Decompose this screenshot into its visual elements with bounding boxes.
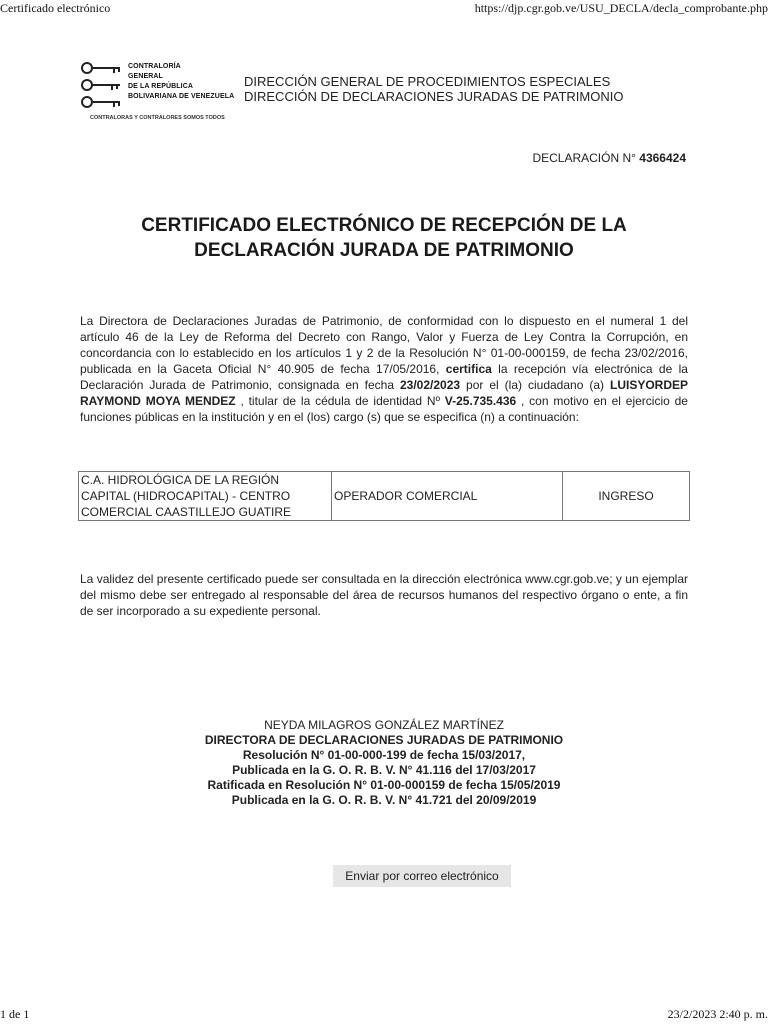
signatory-name: NEYDA MILAGROS GONZÁLEZ MARTÍNEZ xyxy=(264,718,504,732)
declaration-number xyxy=(532,151,686,165)
body-part-3: por el (la) ciudadano (a) xyxy=(466,378,605,392)
body-id-number: V-25.735.436 xyxy=(444,394,517,408)
directorate-heading xyxy=(244,74,623,104)
institution-cell: C.A. HIDROLÓGICA DE LA REGIÓN CAPITAL (HIDROCAPITAL) - CENTRO COMERCIAL CAASTILLEJO GUATIRE xyxy=(79,472,332,521)
logo-line: CONTRALORÍA xyxy=(128,63,181,70)
body-citizen-name: LUISYORDEP RAYMOND MOYA MENDEZ xyxy=(80,378,689,408)
signatory-resolution-1: Resolución N° 01-00-000-199 de fecha 15/03/2017, xyxy=(242,748,526,762)
position-cell: OPERADOR COMERCIAL xyxy=(332,472,563,521)
print-footer xyxy=(0,1006,768,1024)
signatory-resolution-2: Ratificada en Resolución N° 01-00-000159 de fecha 15/05/2019 xyxy=(207,778,561,792)
title-line-1: CERTIFICADO ELECTRÓNICO DE RECEPCIÓN DE LA xyxy=(141,215,627,236)
signatory-gazette-1: Publicada en la G. O. R. B. V. N° 41.116 del 17/03/2017 xyxy=(232,763,536,777)
print-page-count: 1 de 1 xyxy=(0,1007,30,1021)
body-part-2: la recepción vía electrónica de la Declaración Jurada de Patrimonio, consignada en fecha xyxy=(80,362,688,392)
declaration-label: DECLARACIÓN N° xyxy=(532,151,636,165)
signature-block xyxy=(80,718,688,808)
send-email-button[interactable]: Enviar por correo electrónico xyxy=(333,865,511,887)
directorate-line-2: DIRECCIÓN DE DECLARACIONES JURADAS DE PATRIMONIO xyxy=(244,89,624,104)
signatory-gazette-2: Publicada en la G. O. R. B. V. N° 41.721 del 20/09/2019 xyxy=(231,793,537,807)
movement-cell: INGRESO xyxy=(563,472,690,521)
body-part-5: , con motivo en el ejercicio de funciones públicas en la institución y en el (los) cargo (s) que se especifica (n) a continuación: xyxy=(80,394,688,424)
logo-wordmark xyxy=(128,62,234,102)
logo-line: BOLIVARIANA DE VENEZUELA xyxy=(128,93,235,100)
certificate-body xyxy=(80,313,688,425)
print-url: https://djp.cgr.gob.ve/USU_DECLA/decla_comprobante.php xyxy=(474,1,768,15)
body-part-4: , titular de la cédula de identidad Nº xyxy=(240,394,440,408)
body-part-1: La Directora de Declaraciones Juradas de Patrimonio, de conformidad con lo dispuesto en el numeral 1 del artículo 46 de la Ley de Reforma del Decreto con Rango, Valor y Fuerza de Ley Contra la Corrupción, en concordancia con lo establecido en los artículos 1 y 2 de la Resolución N° 01-00-000159, de fecha 23/02/2016, publicada en la Gaceta Oficial N° 40.905 de fecha 17/05/2016, xyxy=(80,314,688,376)
table-row xyxy=(79,472,690,521)
print-datetime: 23/2/2023 2:40 p. m. xyxy=(667,1007,768,1021)
print-page-title: Certificado electrónico xyxy=(0,1,111,15)
signatory-role: DIRECTORA DE DECLARACIONES JURADAS DE PATRIMONIO xyxy=(204,733,564,747)
body-date: 23/02/2023 xyxy=(400,378,461,392)
title-line-2: DECLARACIÓN JURADA DE PATRIMONIO xyxy=(194,240,574,261)
logo-line: DE LA REPÚBLICA xyxy=(128,83,194,90)
cgr-logo xyxy=(80,58,250,128)
logo-line: GENERAL xyxy=(128,73,163,80)
logo-tagline: CONTRALORAS Y CONTRALORES SOMOS TODOS xyxy=(90,115,225,121)
positions-table xyxy=(78,471,690,521)
keys-emblem-icon xyxy=(80,60,124,110)
directorate-line-1: DIRECCIÓN GENERAL DE PROCEDIMIENTOS ESPECIALES xyxy=(244,74,611,89)
certificate-title xyxy=(80,213,688,263)
body-certifica: certifica xyxy=(445,362,492,376)
validity-notice: La validez del presente certificado puede ser consultada en la dirección electrónica www.cgr.gob.ve; y un ejemplar del mismo debe ser entregado al responsable del área de recursos humanos del respectivo órgano o ente, a fin de ser incorporado a su expediente personal. xyxy=(80,572,688,618)
print-header xyxy=(0,0,768,18)
declaration-value: 4366424 xyxy=(639,151,686,165)
